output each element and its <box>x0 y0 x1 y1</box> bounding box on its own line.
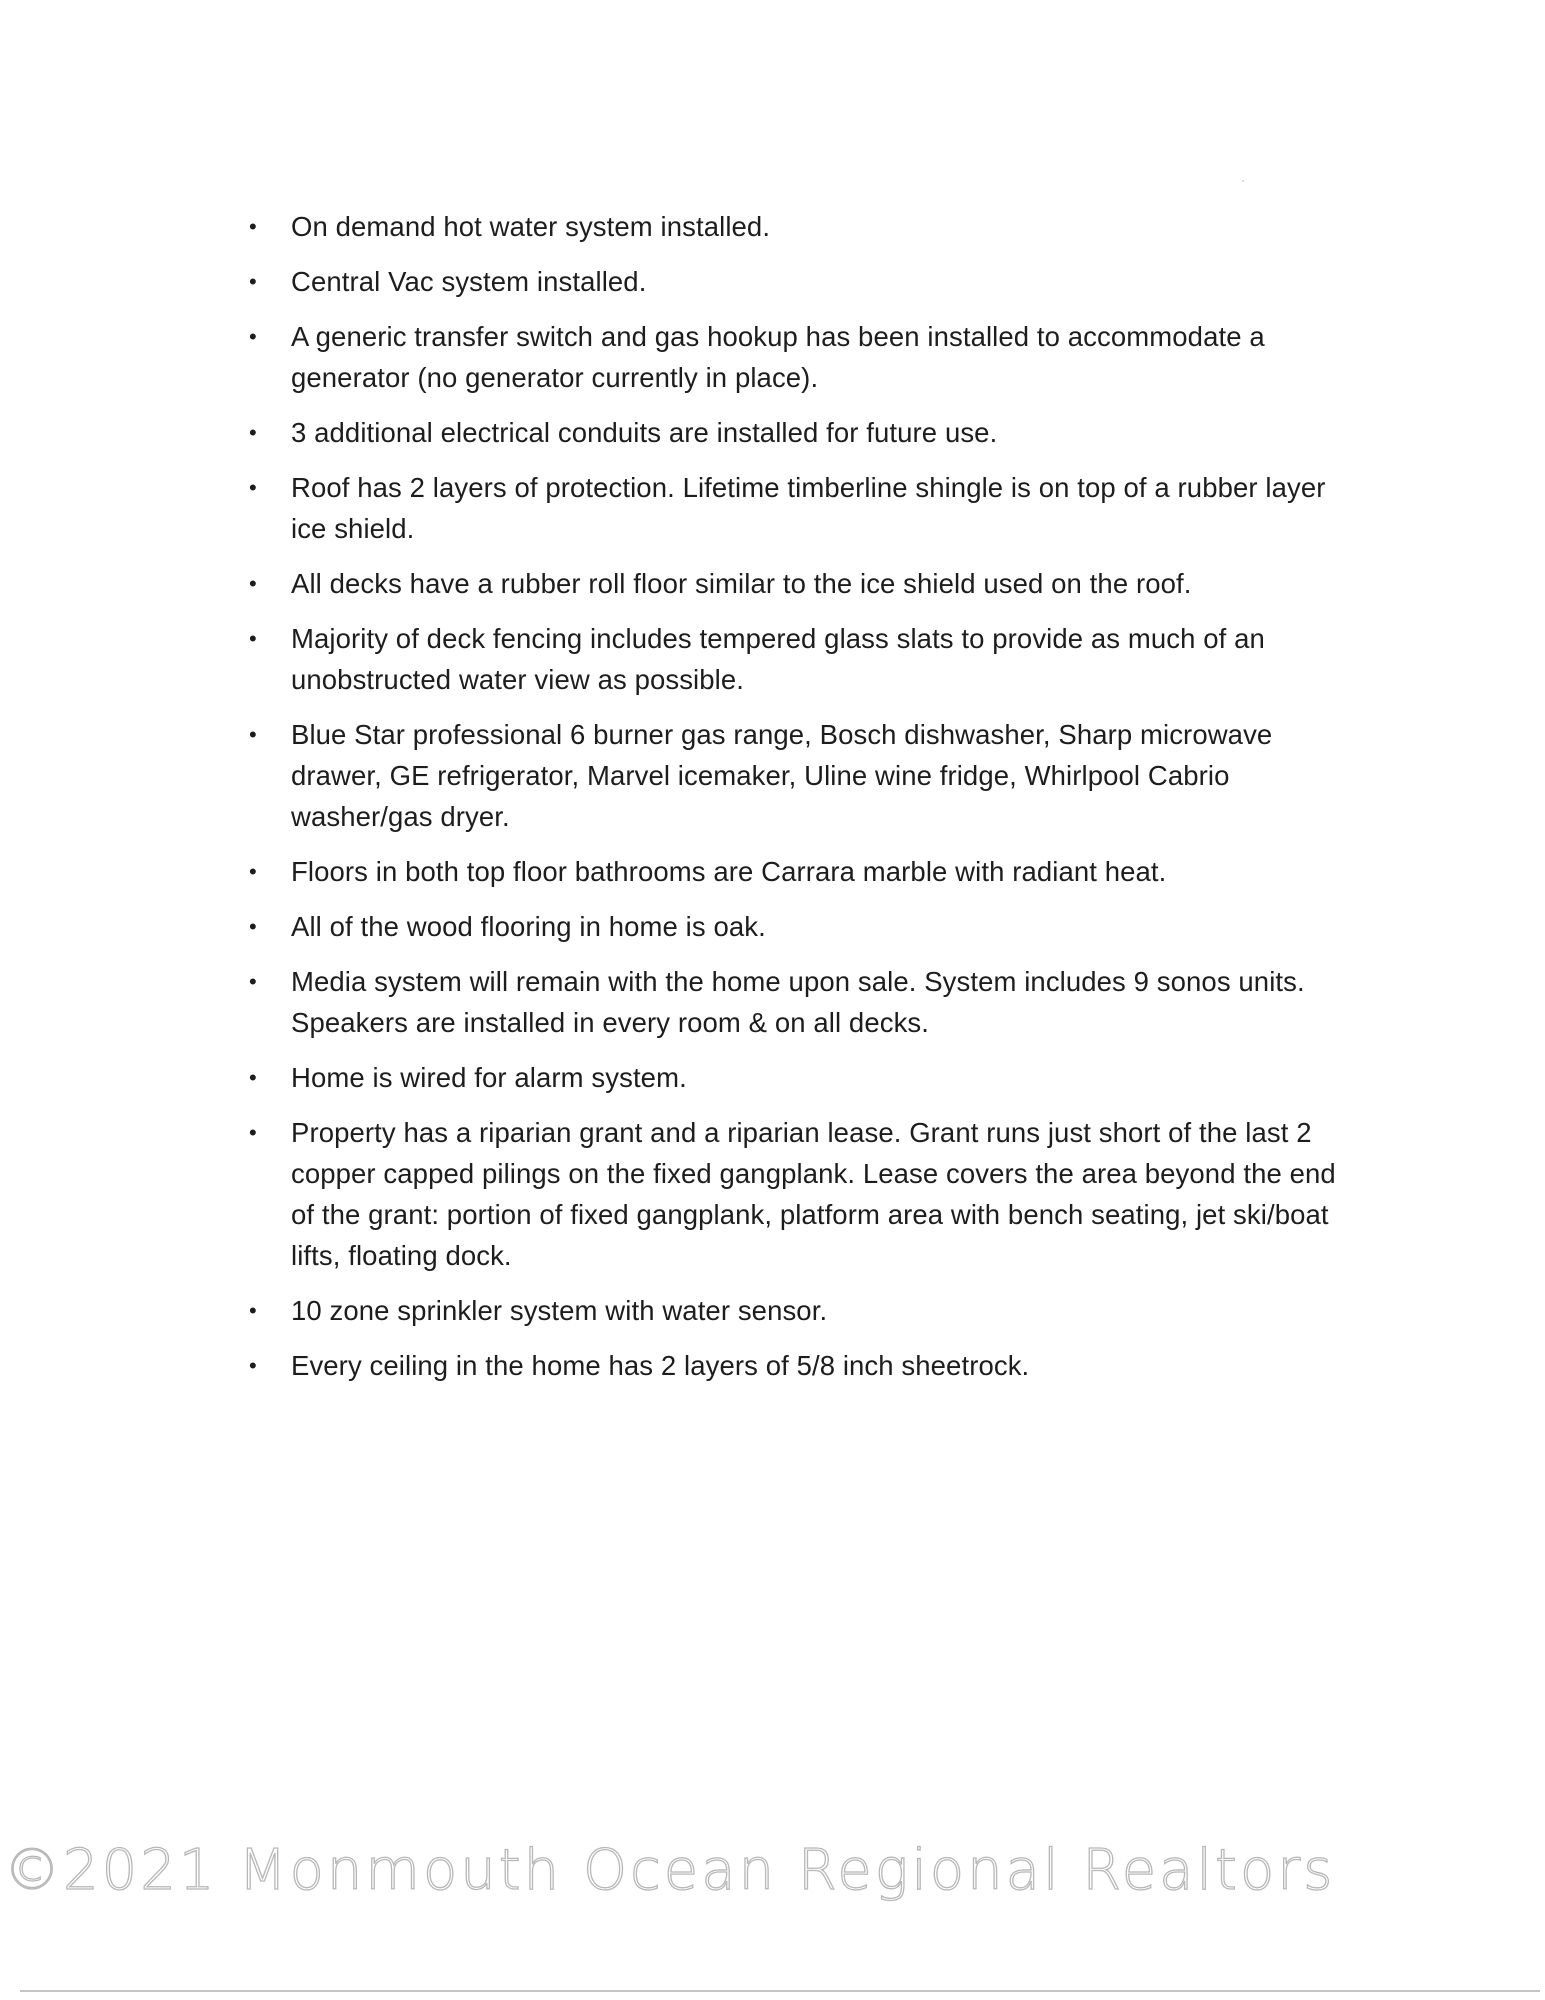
copyright-watermark: ©2021 Monmouth Ocean Regional Realtors <box>4 1838 1336 1903</box>
bullet-icon: • <box>249 969 257 994</box>
list-item <box>245 1057 1345 1098</box>
feature-text: Home is wired for alarm system. <box>291 1062 687 1093</box>
list-item <box>245 714 1345 837</box>
feature-list <box>245 206 1345 1400</box>
page-bottom-divider <box>20 1990 1540 1992</box>
bullet-icon: • <box>249 1353 257 1378</box>
list-item <box>245 1345 1345 1386</box>
feature-text: Roof has 2 layers of protection. Lifetime timberline shingle is on top of a rubber layer ice shield. <box>291 472 1326 544</box>
list-item <box>245 1290 1345 1331</box>
bullet-icon: • <box>249 571 257 596</box>
list-item <box>245 261 1345 302</box>
feature-text: Floors in both top floor bathrooms are Carrara marble with radiant heat. <box>291 856 1167 887</box>
bullet-icon: • <box>249 626 257 651</box>
feature-text: All of the wood flooring in home is oak. <box>291 911 766 942</box>
bullet-icon: • <box>249 475 257 500</box>
feature-text: Property has a riparian grant and a riparian lease. Grant runs just short of the last 2 copper capped pilings on the fixed gangplank. Lease covers the area beyond the end of the grant: portion of fixed gangplank, platform area with bench seating, jet ski/boat lifts, floating dock. <box>291 1117 1336 1271</box>
bullet-icon: • <box>249 269 257 294</box>
bullet-icon: • <box>249 914 257 939</box>
list-item <box>245 961 1345 1043</box>
bullet-icon: • <box>249 420 257 445</box>
bullet-icon: • <box>249 1120 257 1145</box>
feature-text: On demand hot water system installed. <box>291 211 771 242</box>
bullet-icon: • <box>249 722 257 747</box>
list-item <box>245 316 1345 398</box>
list-item <box>245 206 1345 247</box>
list-item <box>245 618 1345 700</box>
feature-text: Every ceiling in the home has 2 layers of 5/8 inch sheetrock. <box>291 1350 1030 1381</box>
bullet-icon: • <box>249 1065 257 1090</box>
feature-text: 3 additional electrical conduits are installed for future use. <box>291 417 998 448</box>
feature-text: Central Vac system installed. <box>291 266 647 297</box>
feature-text: Majority of deck fencing includes tempered glass slats to provide as much of an unobstructed water view as possible. <box>291 623 1265 695</box>
feature-text: A generic transfer switch and gas hookup has been installed to accommodate a generator (no generator currently in place). <box>291 321 1265 393</box>
bullet-icon: • <box>249 214 257 239</box>
list-item <box>245 851 1345 892</box>
bullet-icon: • <box>249 324 257 349</box>
list-item <box>245 467 1345 549</box>
feature-text: Media system will remain with the home upon sale. System includes 9 sonos units. Speakers are installed in every room & on all decks. <box>291 966 1305 1038</box>
bullet-icon: • <box>249 1298 257 1323</box>
list-item <box>245 563 1345 604</box>
feature-text: Blue Star professional 6 burner gas range, Bosch dishwasher, Sharp microwave drawer, GE refrigerator, Marvel icemaker, Uline wine fridge, Whirlpool Cabrio washer/gas dryer. <box>291 719 1273 832</box>
list-item <box>245 412 1345 453</box>
feature-text: All decks have a rubber roll floor similar to the ice shield used on the roof. <box>291 568 1192 599</box>
feature-text: 10 zone sprinkler system with water sensor. <box>291 1295 828 1326</box>
bullet-icon: • <box>249 859 257 884</box>
scan-speck <box>1242 180 1244 182</box>
list-item <box>245 906 1345 947</box>
list-item <box>245 1112 1345 1276</box>
